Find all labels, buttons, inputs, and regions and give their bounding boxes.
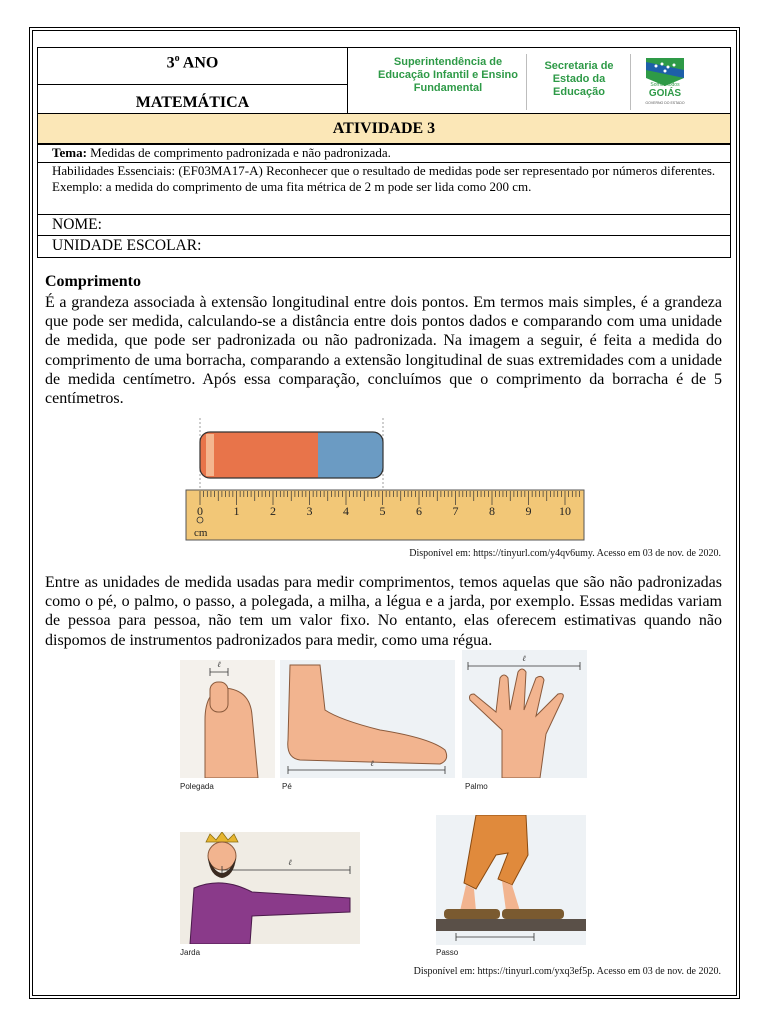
- header-table: [37, 47, 731, 118]
- svg-text:ℓ: ℓ: [217, 660, 221, 669]
- ruler-number: 9: [525, 504, 532, 518]
- polegada-illustration: [180, 660, 275, 778]
- caption-palmo: Palmo: [465, 782, 488, 791]
- ruler-number: 4: [343, 504, 349, 518]
- grade-ordinal: o: [174, 53, 180, 64]
- ruler-number: 5: [379, 504, 386, 518]
- paragraph-unidades: Entre as unidades de medida usadas para medir comprimentos, temos aquelas que são não padronizadas como o pé, o palmo, o passo, a polegada, a milha, a légua e a jarda, por exemplo. Essas medidas variam de pessoa para pessoa, não tem um valor fixo. No entanto, elas oferecem estimativas quando não dispomos de instrumentos padronizados para medir, como uma régua.: [45, 574, 722, 649]
- ruler-number: 2: [270, 504, 276, 518]
- ruler-number: 8: [489, 504, 495, 518]
- ruler-number: 1: [233, 504, 240, 518]
- tema-label: Tema:: [52, 145, 87, 160]
- unidade-escolar-field[interactable]: UNIDADE ESCOLAR:: [38, 235, 730, 257]
- pe-illustration: [280, 660, 455, 778]
- goias-wordmark: GOIÁS: [648, 88, 682, 99]
- ruler-unit: cm: [194, 527, 208, 539]
- ruler-number: 6: [416, 504, 422, 518]
- logos-cell: [348, 48, 731, 118]
- goias-logo-icon: [640, 52, 690, 108]
- svg-text:ℓ: ℓ: [288, 858, 292, 867]
- nome-field[interactable]: NOME:: [38, 214, 730, 235]
- logo-divider: [526, 54, 527, 110]
- activity-info: [37, 144, 731, 258]
- grade-cell: [38, 48, 348, 85]
- logo-divider: [630, 54, 631, 110]
- caption-jarda: Jarda: [180, 948, 201, 957]
- image-credit-1: Disponível em: https://tinyurl.com/y4qv6umy. Acesso em 03 de nov. de 2020.: [409, 548, 721, 559]
- logo-superintendencia: Superintendência de Educação Infantil e Ensino Fundamental: [378, 56, 518, 94]
- tema-row: [38, 144, 730, 162]
- eraser-icon: [200, 432, 383, 478]
- grade-label: ANO: [182, 54, 219, 72]
- ruler-icon: [186, 490, 584, 540]
- goias-tagline: Somos todos: [650, 82, 680, 88]
- activity-title: ATIVIDADE 3: [37, 113, 731, 144]
- logos: [348, 48, 730, 117]
- image-credit-2: Disponível em: https://tinyurl.com/yxq3ef5p. Acesso em 03 de nov. de 2020.: [413, 966, 721, 977]
- ruler-number: 7: [452, 504, 459, 518]
- passo-illustration: [436, 815, 586, 945]
- goias-subtitle: GOVERNO DO ESTADO: [645, 101, 685, 105]
- habilidades-row: Habilidades Essenciais: (EF03MA17-A) Reconhecer que o resultado de medidas pode ser representado por números diferentes. Exemplo: a medida do comprimento de uma fita métrica de 2 m pode ser lida como 200 cm.: [38, 162, 730, 214]
- jarda-illustration: [180, 832, 360, 944]
- ruler-number: 10: [559, 504, 571, 518]
- ruler-number: 3: [306, 504, 313, 518]
- subject-cell: MATEMÁTICA: [38, 85, 348, 118]
- ruler-eraser-figure: [180, 418, 590, 543]
- caption-polegada: Polegada: [180, 782, 214, 791]
- svg-text:ℓ: ℓ: [370, 759, 374, 768]
- section-title: Comprimento: [45, 273, 141, 290]
- svg-text:ℓ: ℓ: [522, 654, 526, 663]
- caption-passo: Passo: [436, 948, 459, 957]
- ruler-number: 0: [197, 504, 203, 518]
- paragraph-comprimento: É a grandeza associada à extensão longitudinal entre dois pontos. Em termos mais simples, é a grandeza que pode ser medida, calculando-se a distância entre dois pontos dados e comparando com uma unidade de medida, que pode ser padronizada ou não padronizada. Na imagem a seguir, é feita a medida do comprimento de uma borracha, comparando a extensão longitudinal de suas extremidades com a unidade de medida centímetro. Após essa comparação, concluímos que o comprimento da borracha é de 5 centímetros.: [45, 294, 722, 408]
- tema-text: Medidas de comprimento padronizada e não padronizada.: [90, 145, 391, 160]
- grade-number: 3: [166, 54, 175, 72]
- caption-pe: Pé: [282, 782, 292, 791]
- logo-secretaria: Secretaria de Estado da Educação: [544, 60, 614, 98]
- palmo-illustration: [462, 650, 587, 778]
